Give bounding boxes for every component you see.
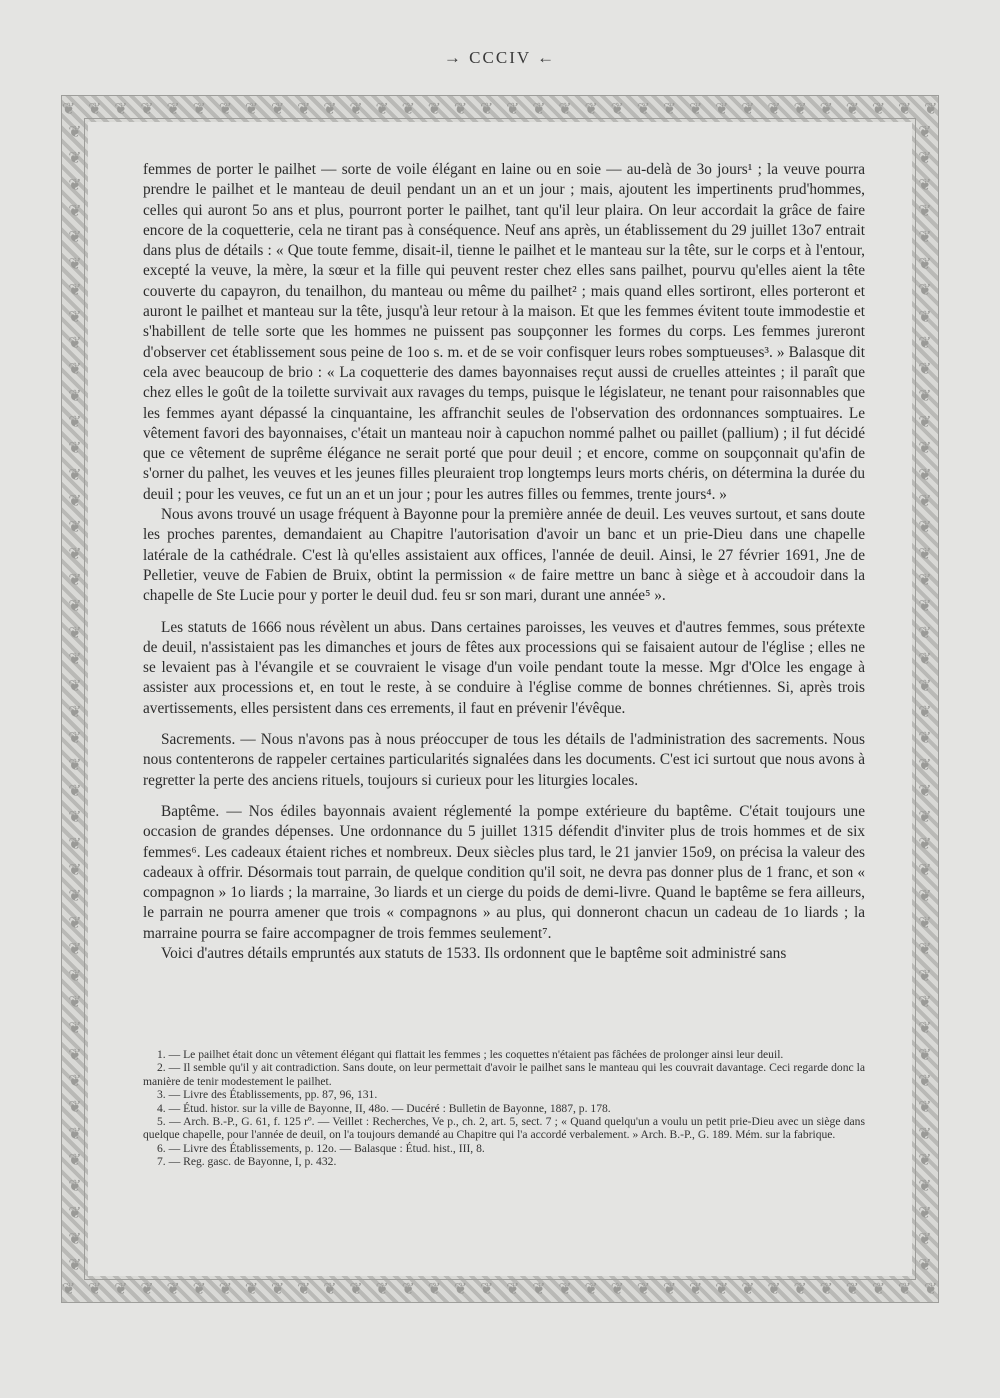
footnote-4: 4. — Étud. histor. sur la ville de Bayonne, II, 48o. — Ducéré : Bulletin de Bayonne, 1887, p. 178.	[157, 1101, 611, 1115]
paragraph-2: Nous avons trouvé un usage fréquent à Bayonne pour la première année de deuil. Les veuves surtout, et sans doute les proches parentes, demandaient au Chapitre l'autorisation d'avoir un banc et un prie-Dieu dans une chapelle latérale de la cathédrale. C'est là qu'elles assistaient aux offices, l'année de deuil. Ainsi, le 27 février 1691, Jne de Pelletier, veuve de Fabien de Bruix, obtint la permission « de faire mettre un banc à siège et à accoudoir dans la chapelle de Ste Lucie pour y porter le deuil dud. feu sr son mari, durant une année⁵ ».	[143, 506, 865, 605]
paragraph-6: Voici d'autres détails empruntés aux statuts de 1533. Ils ordonnent que le baptême soit administré sans	[161, 944, 787, 962]
paragraph-3: Les statuts de 1666 nous révèlent un abus. Dans certaines paroisses, les veuves et d'autres femmes, sous prétexte de deuil, n'assistaient pas les dimanches et jours de fêtes aux processions qui se faisaient autour de l'église ; elles ne se levaient pas à l'évangile et se couvraient le visage d'un voile pendant toute la messe. Mgr d'Olce les engage à assister aux processions et, en tout le reste, à se conduire à l'église comme de bonnes chrétiennes. Si, après trois avertissements, elles persistent dans ces errements, il faut en prévenir l'évêque.	[143, 618, 865, 717]
border-ornament-top: ❦ ❦ ❦ ❦ ❦ ❦ ❦ ❦ ❦ ❦ ❦ ❦ ❦ ❦ ❦ ❦ ❦ ❦ ❦ ❦ ❦ ❦ ❦ ❦ ❦ ❦ ❦ ❦ ❦ ❦ ❦ ❦ ❦ ❦	[62, 101, 938, 118]
footnote-2: 2. — Il semble qu'il y ait contradiction. Sans doute, on leur permettait d'avoir le pailhet sans le manteau qui les couvrait davantage. Ceci regarde donc la manière de tenir modestement le pailhet.	[143, 1061, 865, 1088]
footnote-7: 7. — Reg. gasc. de Bayonne, I, p. 432.	[157, 1155, 337, 1169]
footnotes	[143, 1048, 865, 1169]
paragraph-1: femmes de porter le pailhet — sorte de voile élégant en laine ou en soie — au-delà de 3o jours¹ ; la veuve pourra prendre le pailhet et le manteau de deuil pendant un an et un jour ; mais, ajoutent les impertinents prud'hommes, celles qui auront 5o ans et plus, pourront porter le pailhet, tant qu'il leur plaira. On leur accordait la grâce de faire encore de la coquetterie, cela ne tirant pas à conséquence. Neuf ans après, un établissement du 29 juillet 13o7 entrait dans plus de détails : « Que toute femme, disait-il, tienne le pailhet et le manteau sur la tête, sur le corps et à l'entour, excepté la veuve, la mère, la sœur et la fille qui peuvent rester chez elles sans pailhet, pourvu qu'elles aient la tête couverte du capayron, du tenailhon, du manteau ou même du pailhet² ; mais quand elles sortiront, elles porteront et auront le pailhet et manteau sur la tête, jusqu'à leur retour à la maison. Et que les femmes évitent toute immodestie et s'habillent de telle sorte que les hommes ne puissent pas soupçonner les formes du corps. Les femmes jureront d'observer cet établissement sous peine de 1oo s. m. et de se voir confisquer leurs robes somptueuses³. » Balasque dit cela avec beaucoup de brio : « La coquetterie des dames bayonnaises reçut aussi de cruelles atteintes ; il paraît que chez elles le goût de la toilette survivait aux ravages du temps, puisque le législateur, ne tenant pour raisonnables que les femmes ayant dépassé la cinquantaine, les affranchit seules de l'observation des ordonnances somptuaires. Le vêtement favori des bayonnaises, c'était un manteau noir à capuchon nommé palhet ou paillet (pallium) ; il fut décidé que ce vêtement de suprême élégance ne serait porté que pour deuil ; et encore, comme on soupçonnait qu'afin de s'orner du palhet, les veuves et les jeunes filles pleuraient trop longtemps leurs morts chéris, on détermina la durée du deuil ; pour les veuves, ce fut un an et un jour ; pour les autres filles ou femmes, trente jours⁴. »	[143, 161, 865, 503]
footnote-5: 5. — Arch. B.-P., G. 61, f. 125 rº. — Veillet : Recherches, Ve p., ch. 2, art. 5, sect. 7 ; « Quand quelqu'un a voulu un petit prie-Dieu avec un siège dans quelque chapelle, pour l'année de deuil, on l'a toujours demandé au Chapitre qui l'a accordé verbalement. » Arch. B.-P., G. 189. Mém. sur la fabrique.	[143, 1115, 865, 1142]
paragraph-bapteme: Baptême. — Nos édiles bayonnais avaient réglementé la pompe extérieure du baptême. C'était toujours une occasion de grandes dépenses. Une ordonnance du 5 juillet 1315 défendit d'inviter plus de trois hommes et de six femmes⁶. Les cadeaux étaient riches et nombreux. Deux siècles plus tard, le 21 janvier 15o9, on précisa la valeur des cadeaux à offrir. Désormais tout parrain, de quelque condition qu'il soit, ne devra pas donner plus de 1 franc, et son « compagnon » 1o liards ; la marraine, 3o liards et un cierge du poids de demi-livre. Quand le baptême se fera ailleurs, le parrain ne pourra amener que trois « compagnons » au plus, qui donneront chacun un cadeau de 1o liards ; la marraine pourra se faire accompagner de trois femmes seulement⁷.	[143, 802, 865, 942]
page-number: → CCCIV ←	[443, 48, 557, 67]
body-text	[143, 160, 865, 964]
footnote-3: 3. — Livre des Établissements, pp. 87, 96, 131.	[157, 1088, 378, 1102]
footnote-1: 1. — Le pailhet était donc un vêtement élégant qui flattait les femmes ; les coquettes n'étaient pas fâchées de prolonger ainsi leur deuil.	[157, 1048, 784, 1061]
border-ornament-right: ❦ ❦ ❦ ❦ ❦ ❦ ❦ ❦ ❦ ❦ ❦ ❦ ❦ ❦ ❦ ❦ ❦ ❦ ❦ ❦ ❦ ❦ ❦ ❦ ❦ ❦ ❦ ❦ ❦ ❦ ❦ ❦ ❦ ❦ ❦ ❦ ❦ ❦ ❦ ❦ ❦ ❦ ❦ ❦	[918, 124, 932, 1275]
border-ornament-left: ❦ ❦ ❦ ❦ ❦ ❦ ❦ ❦ ❦ ❦ ❦ ❦ ❦ ❦ ❦ ❦ ❦ ❦ ❦ ❦ ❦ ❦ ❦ ❦ ❦ ❦ ❦ ❦ ❦ ❦ ❦ ❦ ❦ ❦ ❦ ❦ ❦ ❦ ❦ ❦ ❦ ❦ ❦ ❦	[68, 124, 82, 1275]
border-ornament-bottom: ❦ ❦ ❦ ❦ ❦ ❦ ❦ ❦ ❦ ❦ ❦ ❦ ❦ ❦ ❦ ❦ ❦ ❦ ❦ ❦ ❦ ❦ ❦ ❦ ❦ ❦ ❦ ❦ ❦ ❦ ❦ ❦ ❦ ❦	[62, 1281, 938, 1298]
footnote-6: 6. — Livre des Établissements, p. 12o. — Balasque : Étud. hist., III, 8.	[157, 1141, 485, 1155]
paragraph-sacrements: Sacrements. — Nous n'avons pas à nous préoccuper de tous les détails de l'administration des sacrements. Nous nous contenterons de rappeler certaines particularités signalées dans les documents. C'est ici surtout que nous avons à regretter la perte des anciens rituels, toujours si curieux pour les liturgies locales.	[143, 731, 865, 789]
